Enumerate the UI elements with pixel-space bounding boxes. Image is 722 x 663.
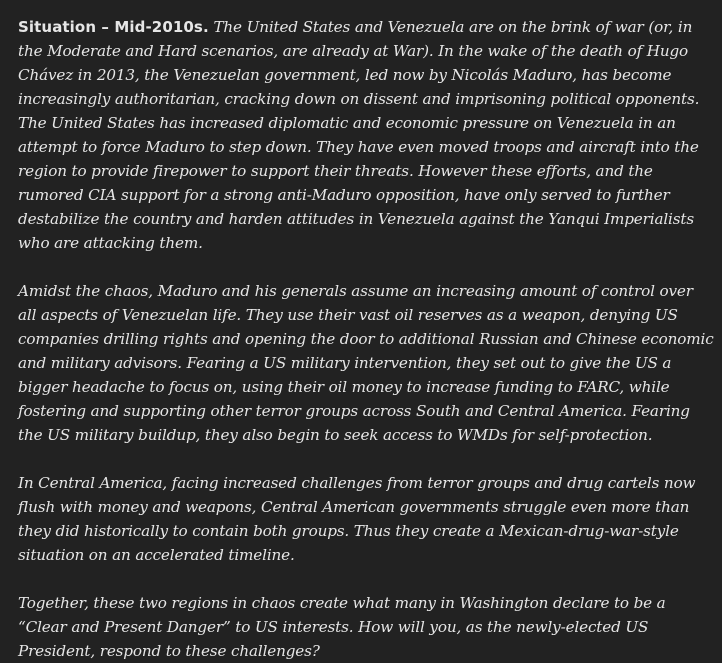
paragraph-situation [18,15,714,255]
situation-heading: Situation – Mid-2010s. [18,18,209,36]
paragraph-conclusion: Together, these two regions in chaos create what many in Washington declare to be a “Clear and Present Danger” to US interests. How will you, as the newly-elected US President, respond to these challenges? [18,594,666,660]
paragraph-text: The United States and Venezuela are on the brink of war (or, in the Moderate and Hard scenarios, are already at War). In the wake of the death of Hugo Chávez in 2013, the Venezuelan government, led now by Nicolás Maduro, has become increasingly authoritarian, cracking down on dissent and imprisoning political opponents. The United States has increased diplomatic and economic pressure on Venezuela in an attempt to force Maduro to step down. They have even moved troops and aircraft into the region to provide firepower to support their threats. However these efforts, and the rumored CIA support for a strong anti-Maduro opposition, have only served to further destabilize the country and harden attitudes in Venezuela against the Yanqui Imperialists who are attacking them. [18,18,700,252]
paragraph-maduro: Amidst the chaos, Maduro and his generals assume an increasing amount of control over all aspects of Venezuelan life. They use their vast oil reserves as a weapon, denying US companies drilling rights and opening the door to additional Russian and Chinese economic and military advisors. Fearing a US military intervention, they set out to give the US a bigger headache to focus on, using their oil money to increase funding to FARC, while fostering and supporting other terror groups across South and Central America. Fearing the US military buildup, they also begin to seek access to WMDs for self-protection. [18,282,714,444]
paragraph-central-america: In Central America, facing increased challenges from terror groups and drug cartels now flush with money and weapons, Central American governments struggle even more than they did historically to contain both groups. Thus they create a Mexican-drug-war-style situation on an accelerated timeline. [18,474,696,564]
